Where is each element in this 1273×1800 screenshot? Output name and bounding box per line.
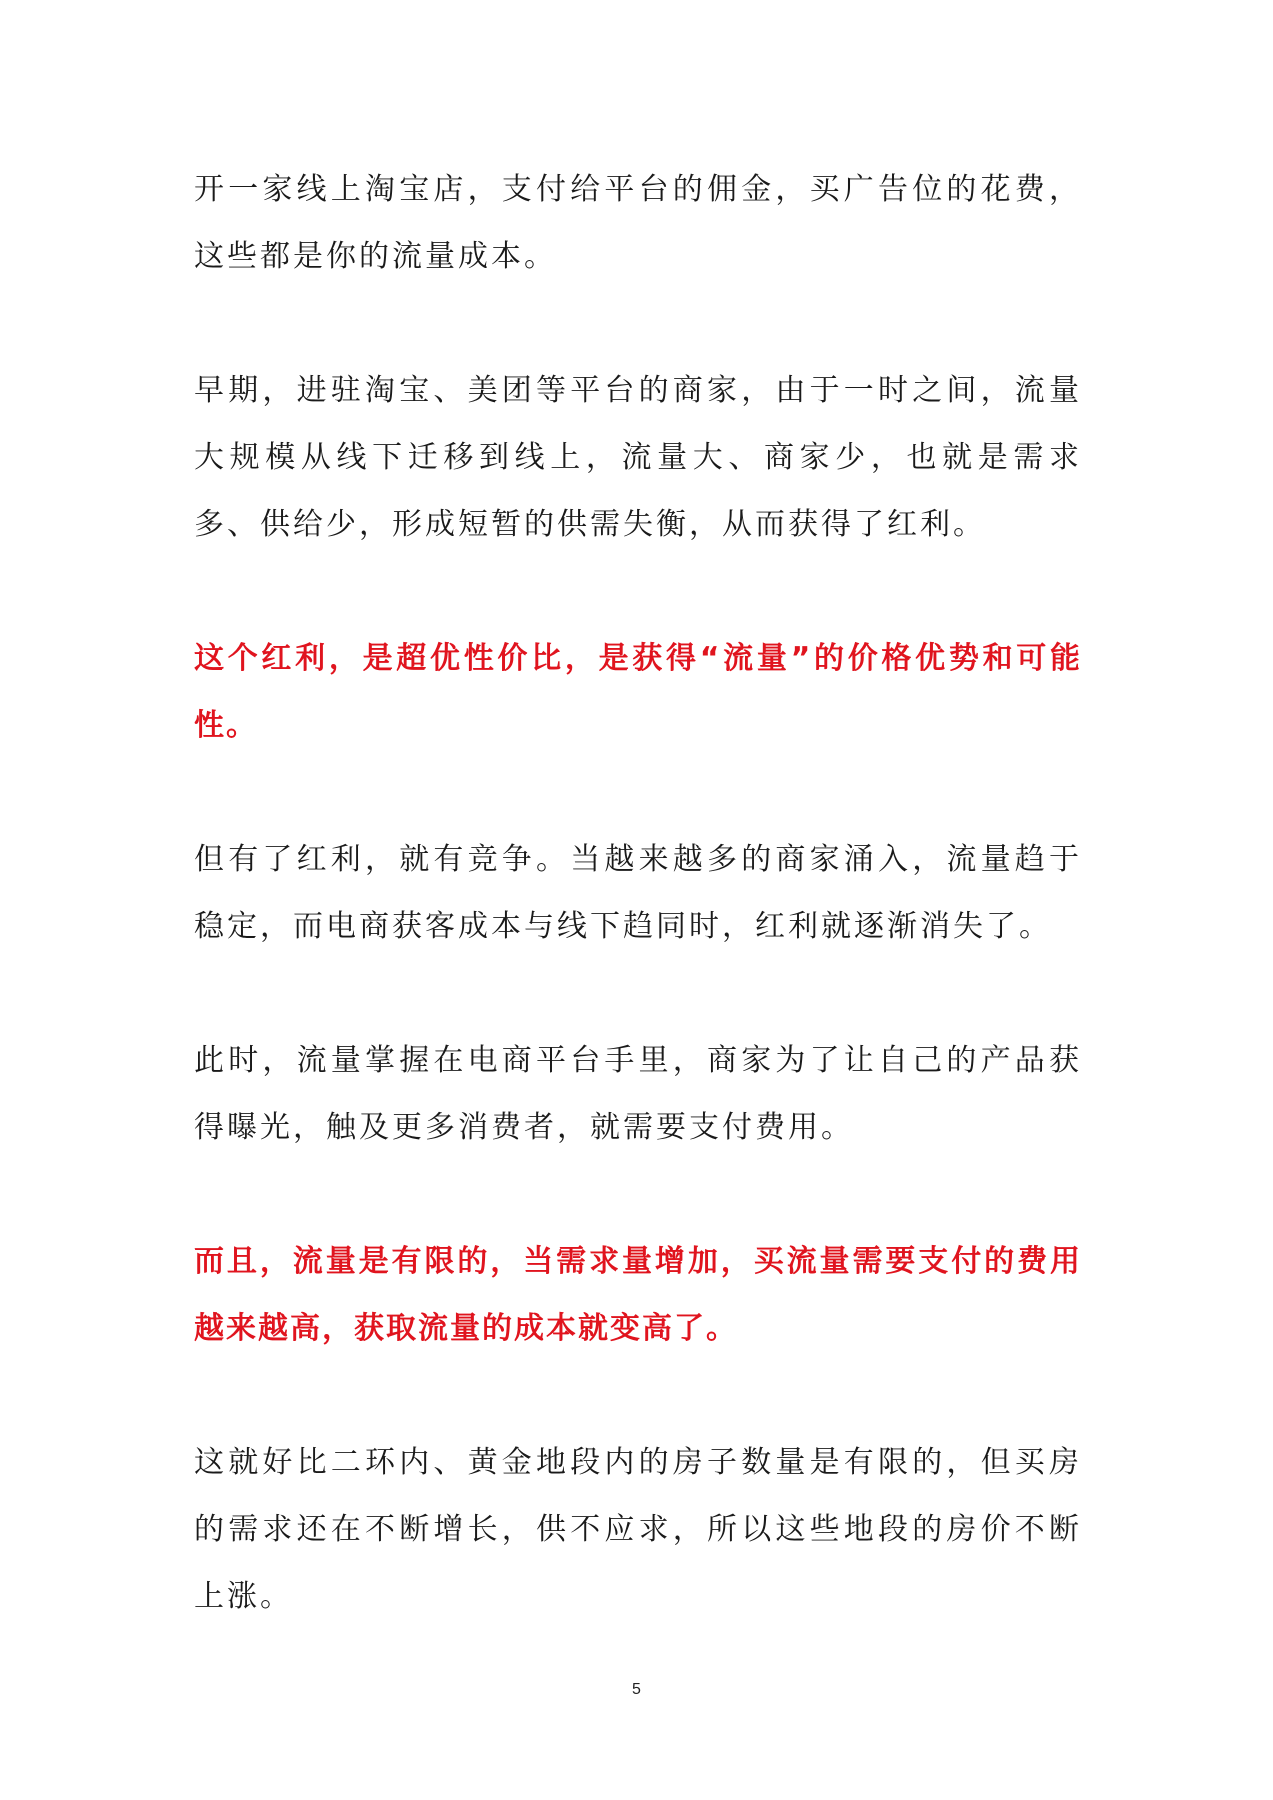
paragraph-1: 开一家线上淘宝店，支付给平台的佣金，买广告位的花费，这些都是你的流量成本。 [194,172,1082,274]
paragraph-4: 但有了红利，就有竞争。当越来越多的商家涌入，流量趋于稳定，而电商获客成本与线下趋同时，红利就逐渐消失了。 [194,842,1082,944]
document-body [194,156,1082,1697]
page-number: 5 [632,1681,641,1698]
paragraph-2: 早期，进驻淘宝、美团等平台的商家，由于一时之间，流量大规模从线下迁移到线上，流量大、商家少，也就是需求多、供给少，形成短暂的供需失衡，从而获得了红利。 [194,373,1082,542]
paragraph-6-emphasis: 而且，流量是有限的，当需求量增加，买流量需要支付的费用越来越高，获取流量的成本就变高了。 [194,1244,1082,1346]
paragraph-3-emphasis: 这个红利，是超优性价比，是获得“流量”的价格优势和可能性。 [194,641,1082,743]
paragraph-7: 这就好比二环内、黄金地段内的房子数量是有限的，但买房的需求还在不断增长，供不应求，所以这些地段的房价不断上涨。 [194,1445,1082,1614]
paragraph-5: 此时，流量掌握在电商平台手里，商家为了让自己的产品获得曝光，触及更多消费者，就需要支付费用。 [194,1043,1082,1145]
